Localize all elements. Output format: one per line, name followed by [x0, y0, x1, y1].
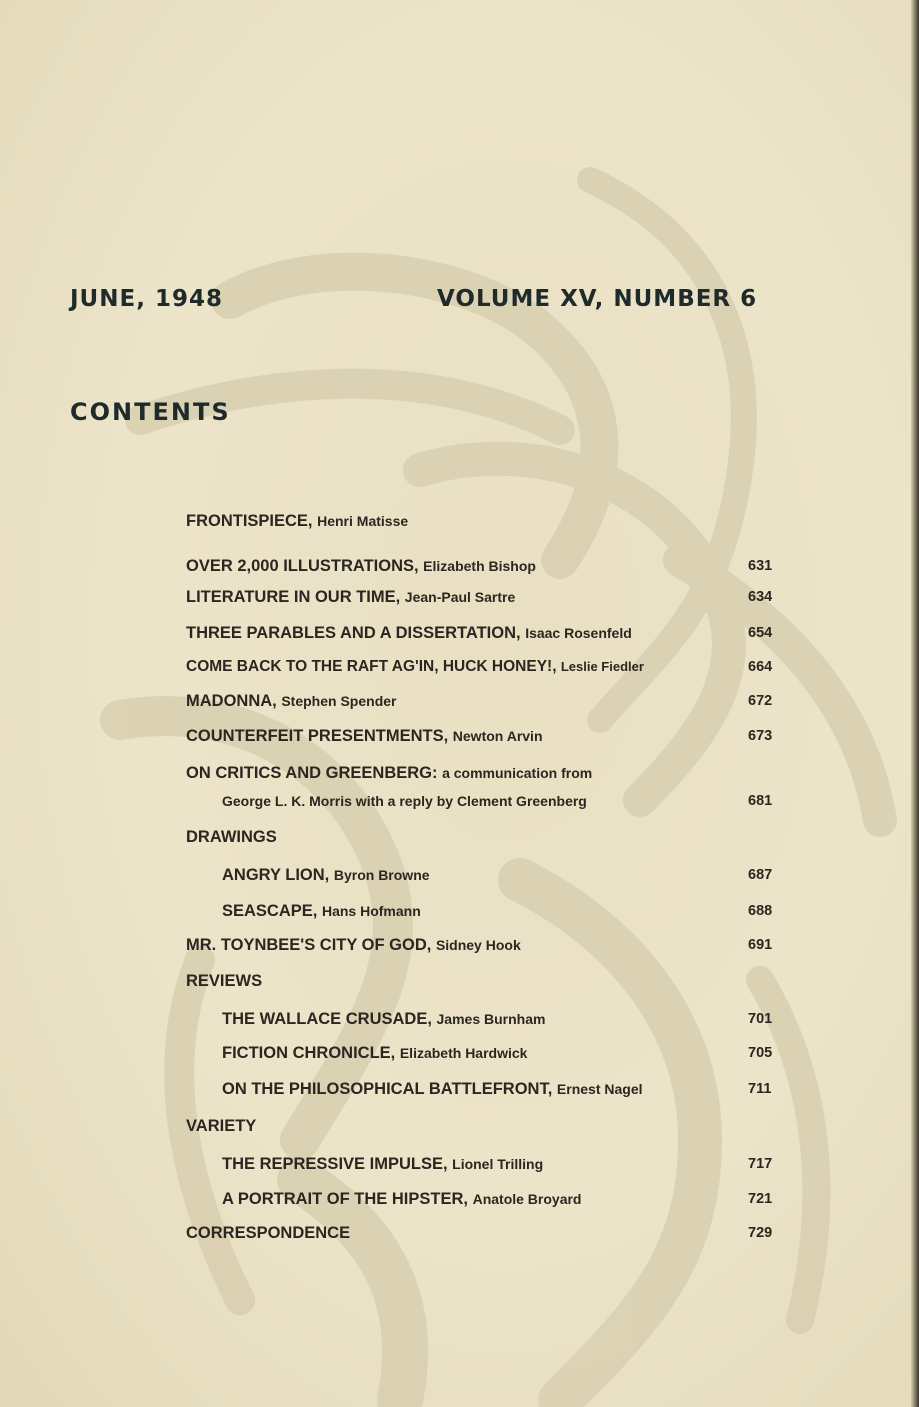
toc-entry-title: OVER 2,000 ILLUSTRATIONS, Elizabeth Bishop: [186, 557, 536, 575]
toc-entry-page: 729: [748, 1225, 773, 1241]
toc-entry-title: COME BACK TO THE RAFT AG'IN, HUCK HONEY!, Leslie Fiedler: [186, 658, 644, 675]
toc-entry: [0, 1042, 919, 1064]
toc-entry-title: ON CRITICS AND GREENBERG: a communication from: [186, 764, 593, 782]
toc-entry-title: COUNTERFEIT PRESENTMENTS, Newton Arvin: [186, 727, 543, 745]
toc-entry-subtitle: a communication from: [442, 765, 593, 781]
issue-date: JUNE, 1948: [70, 286, 223, 312]
toc-entry: [0, 586, 919, 608]
toc-entry: [0, 510, 919, 532]
toc-entry-title: A PORTRAIT OF THE HIPSTER, Anatole Broyard: [222, 1190, 582, 1208]
toc-entry: [0, 690, 919, 712]
toc-entry-author: Newton Arvin: [452, 728, 543, 744]
toc-entry: [0, 1222, 919, 1244]
toc-section-title: DRAWINGS: [186, 828, 277, 846]
toc-entry-title: MADONNA, Stephen Spender: [186, 692, 397, 710]
toc-entry-author: Sidney Hook: [435, 937, 521, 953]
toc-entry-page: 631: [748, 558, 773, 574]
toc-section-variety: [0, 1115, 919, 1137]
toc-entry-title: THREE PARABLES AND A DISSERTATION, Isaac Rosenfeld: [186, 624, 632, 642]
volume-number: VOLUME XV, NUMBER 6: [437, 286, 758, 312]
toc-entry-page: 711: [748, 1081, 772, 1097]
toc-entry-page: 701: [748, 1011, 773, 1027]
toc-entry-author: Stephen Spender: [281, 693, 397, 709]
toc-entry: [0, 762, 919, 784]
toc-entry-page: 721: [748, 1191, 773, 1207]
toc-entry: [0, 555, 919, 577]
toc-entry-title: FRONTISPIECE, Henri Matisse: [186, 512, 409, 530]
toc-entry-title: CORRESPONDENCE: [186, 1224, 351, 1242]
page-edge: [911, 0, 919, 1407]
toc-entry-page: 717: [748, 1156, 773, 1172]
toc-entry-author: James Burnham: [436, 1011, 546, 1027]
toc-entry-page: 654: [748, 625, 773, 641]
toc-entry: [0, 1078, 919, 1100]
toc-entry-title: [222, 790, 587, 812]
toc-entry-title: MR. TOYNBEE'S CITY OF GOD, Sidney Hook: [186, 936, 521, 954]
toc-entry-author: Elizabeth Hardwick: [399, 1045, 528, 1061]
toc-entry-page: 688: [748, 903, 773, 919]
toc-entry-title: ON THE PHILOSOPHICAL BATTLEFRONT, Ernest Nagel: [222, 1080, 643, 1098]
toc-section-drawings: [0, 826, 919, 848]
toc-entry-author: George L. K. Morris with a reply by Clement Greenberg: [222, 793, 587, 809]
toc-section-title: REVIEWS: [186, 972, 263, 990]
toc-entry-page: 673: [748, 728, 773, 744]
toc-entry-author: Lionel Trilling: [452, 1156, 544, 1172]
toc-section-reviews: [0, 970, 919, 992]
toc-entry-title: ANGRY LION, Byron Browne: [222, 866, 430, 884]
toc-entry-author: Elizabeth Bishop: [423, 558, 536, 574]
toc-entry-title: LITERATURE IN OUR TIME, Jean-Paul Sartre: [186, 588, 516, 606]
toc-entry-author: Isaac Rosenfeld: [525, 625, 632, 641]
toc-entry-page: 681: [748, 793, 773, 809]
toc-entry: [0, 622, 919, 644]
toc-section-title: VARIETY: [186, 1117, 257, 1135]
toc-entry-title: THE WALLACE CRUSADE, James Burnham: [222, 1010, 546, 1028]
toc-entry-page: 705: [748, 1045, 773, 1061]
toc-entry-title: FICTION CHRONICLE, Elizabeth Hardwick: [222, 1044, 528, 1062]
toc-entry-author: Ernest Nagel: [556, 1081, 643, 1097]
toc-entry-author: Jean-Paul Sartre: [404, 589, 516, 605]
toc-entry: [0, 725, 919, 747]
toc-entry: [0, 1153, 919, 1175]
toc-entry: [0, 1008, 919, 1030]
toc-entry-page: 634: [748, 589, 773, 605]
toc-entry: [0, 864, 919, 886]
toc-entry-page: 664: [748, 659, 773, 675]
toc-entry-author: Hans Hofmann: [321, 903, 421, 919]
toc-entry: [0, 1188, 919, 1210]
toc-entry-author: Leslie Fiedler: [560, 659, 644, 674]
toc-entry: [0, 934, 919, 956]
toc-entry: [0, 656, 919, 678]
toc-entry-page: 691: [748, 937, 773, 953]
toc-entry: [0, 790, 919, 812]
toc-entry-page: 687: [748, 867, 773, 883]
toc-entry-title: THE REPRESSIVE IMPULSE, Lionel Trilling: [222, 1155, 544, 1173]
toc-entry-author: Henri Matisse: [317, 513, 409, 529]
contents-heading: CONTENTS: [70, 398, 231, 426]
toc-entry-author: Byron Browne: [333, 867, 430, 883]
toc-entry-author: Anatole Broyard: [472, 1191, 582, 1207]
toc-entry-title: SEASCAPE, Hans Hofmann: [222, 902, 421, 920]
toc-entry-page: 672: [748, 693, 773, 709]
toc-entry: [0, 900, 919, 922]
